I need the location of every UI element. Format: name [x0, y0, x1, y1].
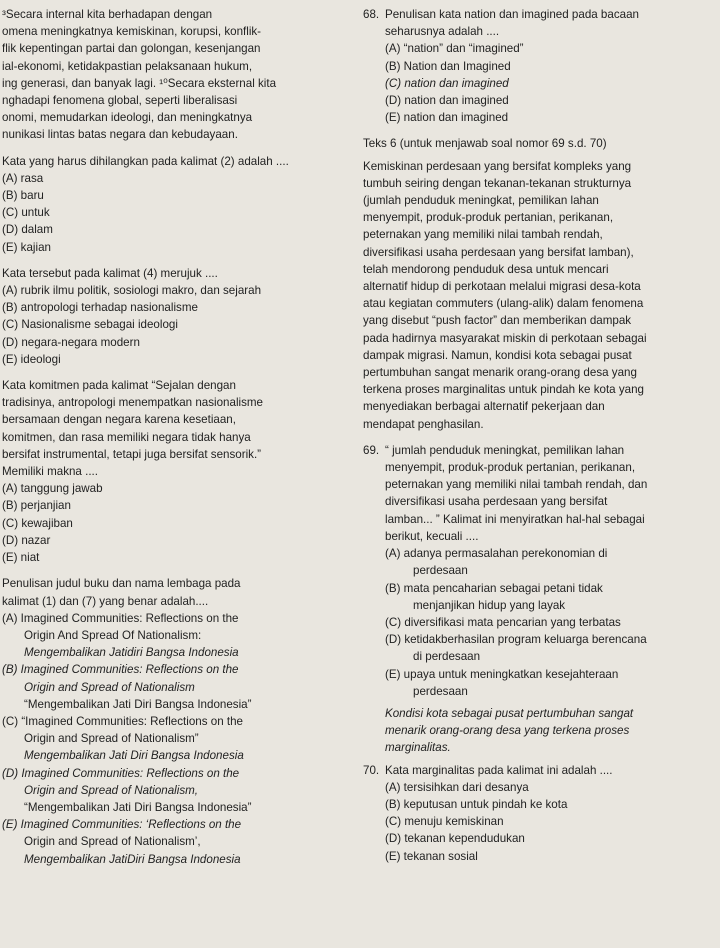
- right-column: [363, 6, 715, 865]
- option-line: Mengembalikan Jatidiri Bangsa Indonesia: [24, 646, 239, 660]
- text-line: yang disebut “push factor” dan memberikan dampak: [363, 314, 632, 328]
- answer-option[interactable]: (B) antropologi terhadap nasionalisme: [2, 301, 198, 315]
- answer-option[interactable]: (B) keputusan untuk pindah ke kota: [385, 797, 568, 811]
- option-line: Origin and Spread of Nationalism”: [24, 732, 199, 746]
- option-line: (D) ketidakberhasilan program keluarga berencana: [385, 633, 647, 647]
- answer-option[interactable]: (A) tersisihkan dari desanya: [385, 780, 529, 794]
- answer-option[interactable]: [2, 765, 346, 817]
- question-block: [2, 153, 346, 256]
- question-stem: menyempit, produk-produk pertanian, perikanan,: [385, 461, 636, 475]
- text-line: Kemiskinan perdesaan yang bersifat kompleks yang: [363, 159, 632, 173]
- answer-option[interactable]: [363, 545, 715, 579]
- question-stem: berikut, kecuali ....: [385, 529, 479, 543]
- text-line: terkena proses marginalitas untuk pindah ke kota yang: [363, 383, 644, 397]
- quoted-sentence: [363, 705, 715, 757]
- stem-text: Penulisan kata nation dan imagined pada bacaan: [385, 8, 639, 21]
- answer-option[interactable]: (C) kewajiban: [2, 516, 73, 530]
- option-line: (D) Imagined Communities: Reflections on the: [2, 766, 240, 780]
- question-block: [363, 442, 715, 757]
- option-line: Mengembalikan JatiDiri Bangsa Indonesia: [24, 852, 241, 866]
- text-line: bersifat instrumental, tetapi juga bersifat sensorik.”: [2, 447, 262, 461]
- question-number: 69.: [363, 443, 380, 457]
- stem-text: “ jumlah penduduk meningkat, pemilikan lahan: [385, 443, 625, 457]
- answer-option[interactable]: (E) tekanan sosial: [385, 849, 478, 863]
- answer-option[interactable]: (E) niat: [2, 551, 40, 565]
- question-stem: seharusnya adalah ....: [385, 25, 500, 39]
- text-line: Memiliki makna ....: [2, 465, 98, 479]
- answer-option[interactable]: (B) Nation dan Imagined: [385, 59, 511, 73]
- answer-option[interactable]: (D) dalam: [2, 223, 53, 237]
- intro-paragraph: [2, 6, 346, 144]
- answer-option[interactable]: (E) ideologi: [2, 352, 61, 366]
- answer-option[interactable]: (D) tekanan kependudukan: [385, 832, 525, 846]
- answer-option[interactable]: (B) baru: [2, 189, 44, 203]
- text-line: tradisinya, antropologi menempatkan nasionalisme: [2, 396, 264, 410]
- question-stem: lamban... ” Kalimat ini menyiratkan hal-hal sebagai: [385, 512, 645, 526]
- answer-option[interactable]: (C) menuju kemiskinan: [385, 815, 504, 829]
- text-line: flik kepentingan partai dan golongan, kesenjangan: [2, 42, 261, 56]
- question-block: [2, 575, 346, 867]
- text-line: nghadapi fenomena global, seperti liberalisasi: [2, 94, 238, 108]
- text-line: diversifikasi usaha perdesaan yang bersifat lamban),: [363, 245, 634, 259]
- option-line: (E) upaya untuk meningkatkan kesejahteraan: [385, 667, 619, 681]
- answer-option[interactable]: (B) perjanjian: [2, 499, 71, 513]
- text-line: menarik orang-orang desa yang terkena proses: [385, 724, 630, 738]
- text-line: onomi, memudarkan ideologi, dan meningkatnya: [2, 111, 253, 125]
- option-line: (B) Imagined Communities: Reflections on the: [2, 663, 239, 677]
- text-line: alternatif hidup di perkotaan melalui migrasi desa-kota: [363, 280, 641, 294]
- text-line: atau kegiatan commuters (ulang-alik) dalam fenomena: [363, 297, 644, 311]
- text-line: tumbuh seiring dengan tekanan-tekanan strukturnya: [363, 176, 632, 190]
- text-line: menyediakan berbagai alternatif pekerjaan dan: [363, 400, 605, 414]
- text-line: (jumlah penduduk meningkat, pemilikan lahan: [363, 194, 599, 208]
- text-line: marginalitas.: [385, 741, 451, 755]
- answer-option[interactable]: [363, 614, 715, 631]
- question-block: [2, 265, 346, 368]
- text-line: ³Secara internal kita berhadapan dengan: [2, 8, 213, 21]
- answer-option[interactable]: (A) “nation” dan “imagined”: [385, 42, 524, 56]
- reading-paragraph: [363, 158, 715, 433]
- text-line: telah mendorong penduduk desa untuk mencari: [363, 262, 609, 276]
- section-heading: Teks 6 (untuk menjawab soal nomor 69 s.d. 70): [363, 137, 607, 151]
- text-line: peternakan yang memiliki nilai tambah rendah,: [363, 228, 603, 242]
- question-stem: [363, 6, 715, 23]
- option-line: “Mengembalikan Jati Diri Bangsa Indonesia”: [24, 697, 252, 711]
- answer-option[interactable]: (A) rasa: [2, 171, 44, 185]
- question-block: [2, 377, 346, 566]
- text-line: mendapat penghasilan.: [363, 417, 484, 431]
- answer-option[interactable]: (E) nation dan imagined: [385, 111, 509, 125]
- question-stem: [363, 442, 715, 459]
- question-stem: [363, 762, 715, 779]
- text-line: omena meningkatnya kemiskinan, korupsi, konflik-: [2, 25, 262, 39]
- text-line: Kata komitmen pada kalimat “Sejalan dengan: [2, 379, 236, 393]
- option-line: perdesaan: [413, 564, 468, 578]
- answer-option[interactable]: (A) tanggung jawab: [2, 482, 103, 496]
- question-stem: Kata yang harus dihilangkan pada kalimat (2) adalah ....: [2, 154, 289, 168]
- question-stem: Penulisan judul buku dan nama lembaga pada: [2, 577, 241, 591]
- option-line: (E) Imagined Communities: ‘Reflections on the: [2, 818, 242, 832]
- option-line: (A) adanya permasalahan perekonomian di: [385, 547, 608, 561]
- option-line: Origin And Spread Of Nationalism:: [24, 628, 202, 642]
- answer-option[interactable]: [2, 661, 346, 713]
- option-line: “Mengembalikan Jati Diri Bangsa Indonesia”: [24, 800, 252, 814]
- option-line: Origin and Spread of Nationalism: [24, 680, 195, 694]
- option-line: (C) “Imagined Communities: Reflections on the: [2, 714, 243, 728]
- answer-option[interactable]: (C) nation dan imagined: [385, 76, 509, 90]
- answer-option[interactable]: [2, 713, 346, 765]
- question-number: 70.: [363, 763, 380, 777]
- answer-option[interactable]: [363, 631, 715, 665]
- question-stem: Kata tersebut pada kalimat (4) merujuk ....: [2, 266, 218, 280]
- text-line: Kondisi kota sebagai pusat pertumbuhan sangat: [385, 706, 634, 720]
- answer-option[interactable]: (D) nazar: [2, 533, 51, 547]
- answer-option[interactable]: (A) rubrik ilmu politik, sosiologi makro, dan sejarah: [2, 284, 262, 298]
- option-line: menjanjikan hidup yang layak: [413, 598, 566, 612]
- text-line: pada hadirnya masyarakat miskin di perkotaan sebagai: [363, 331, 647, 345]
- question-block: [363, 6, 715, 126]
- text-line: komitmen, dan rasa memiliki negara tidak hanya: [2, 430, 251, 444]
- text-line: bersamaan dengan negara karena kesetiaan,: [2, 413, 236, 427]
- answer-option[interactable]: (D) negara-negara modern: [2, 335, 140, 349]
- text-line: ial-ekonomi, ketidakpastian pelaksanaan hukum,: [2, 59, 253, 73]
- option-line: Origin and Spread of Nationalism’,: [24, 835, 201, 849]
- answer-option[interactable]: (C) Nasionalisme sebagai ideologi: [2, 318, 178, 332]
- stem-text: Kata marginalitas pada kalimat ini adalah ....: [385, 763, 613, 777]
- answer-option[interactable]: (D) nation dan imagined: [385, 94, 509, 108]
- reading-text: [363, 135, 715, 432]
- option-line: (B) mata pencaharian sebagai petani tidak: [385, 581, 603, 595]
- option-line: Mengembalikan Jati Diri Bangsa Indonesia: [24, 749, 244, 763]
- question-stem: kalimat (1) dan (7) yang benar adalah....: [2, 594, 209, 608]
- option-line: (A) Imagined Communities: Reflections on the: [2, 611, 239, 625]
- answer-option[interactable]: [363, 666, 715, 700]
- answer-option[interactable]: [2, 816, 346, 868]
- option-line: di perdesaan: [413, 650, 481, 664]
- text-line: menyempit, produk-produk pertanian, perikanan,: [363, 211, 614, 225]
- question-stem: peternakan yang memiliki nilai tambah rendah, dan: [385, 478, 648, 492]
- left-column: [0, 6, 346, 868]
- question-number: 68.: [363, 8, 380, 21]
- question-block: [363, 762, 715, 865]
- option-line: perdesaan: [413, 684, 468, 698]
- text-line: nunikasi lintas batas negara dan kebudayaan.: [2, 128, 238, 142]
- option-line: (C) diversifikasi mata pencarian yang terbatas: [385, 615, 621, 629]
- question-stem: diversifikasi usaha perdesaan yang bersifat: [385, 495, 608, 509]
- answer-option[interactable]: (C) untuk: [2, 206, 50, 220]
- answer-option[interactable]: [363, 580, 715, 614]
- text-line: pertumbuhan sangat menarik orang-orang desa yang: [363, 366, 637, 380]
- answer-option[interactable]: (E) kajian: [2, 240, 51, 254]
- question-stem: [2, 377, 346, 480]
- text-line: dampak migrasi. Namun, kondisi kota sebagai pusat: [363, 348, 632, 362]
- option-line: Origin and Spread of Nationalism,: [24, 783, 198, 797]
- text-line: ing generasi, dan banyak lagi. ¹⁰Secara eksternal kita: [2, 76, 277, 90]
- answer-option[interactable]: [2, 610, 346, 662]
